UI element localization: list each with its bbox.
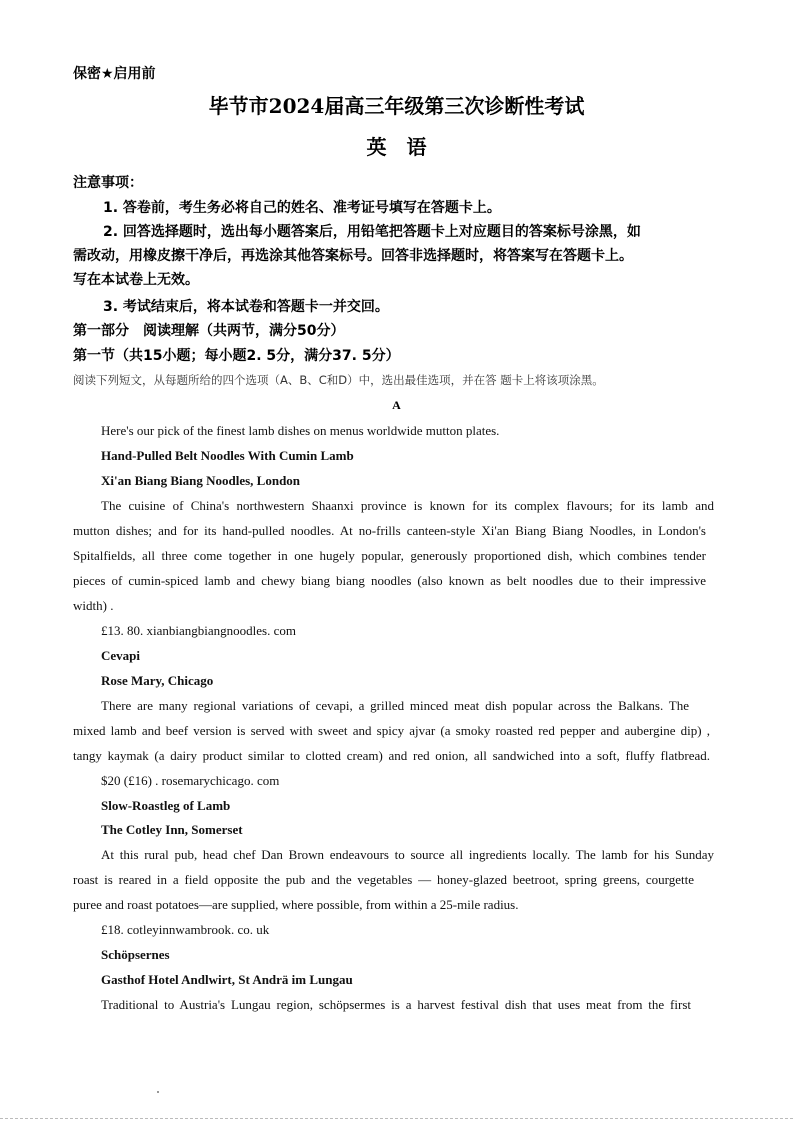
notes-item-2-line-1: 2. 回答选择题时，选出每小题答案后，用铅笔把答题卡上对应题目的答案标号涂黑，如 (103, 224, 641, 240)
part-1-heading: 第一部分 阅读理解（共两节，满分50分） (73, 323, 345, 339)
footer-dot (157, 1091, 159, 1093)
subject-title: 英 语 (366, 135, 427, 159)
dish-1-place: Xi'an Biang Biang Noodles, London (101, 473, 301, 488)
notes-item-3: 3. 考试结束后，将本试卷和答题卡一并交回。 (103, 299, 389, 315)
dish-1-name: Hand-Pulled Belt Noodles With Cumin Lamb (101, 448, 354, 463)
section-1-heading: 第一节（共15小题；每小题2. 5分，满分37. 5分） (73, 348, 400, 364)
dish-1-text-line-5: width) . (73, 598, 114, 613)
dish-3-text-line-1: At this rural pub, head chef Dan Brown endeavours to source all ingredients locally. The lamb for his Sunday (101, 847, 714, 862)
passage-intro: Here's our pick of the finest lamb dishes on menus worldwide mutton plates. (101, 423, 500, 438)
notes-item-1: 1. 答卷前，考生务必将自己的姓名、准考证号填写在答题卡上。 (103, 200, 501, 216)
dish-2-place: Rose Mary, Chicago (101, 673, 214, 688)
dish-1-text-line-4: pieces of cumin-spiced lamb and chewy biang biang noodles (also known as belt noodles due to their impressive (73, 573, 706, 588)
reading-instructions: 阅读下列短文，从每题所给的四个选项（A、B、C和D）中，选出最佳选项，并在答 题卡上将该项涂黑。 (73, 373, 604, 387)
dish-3-place: The Cotley Inn, Somerset (101, 822, 243, 837)
notes-item-2-line-3: 写在本试卷上无效。 (73, 272, 199, 288)
dish-2-text-line-2: mixed lamb and beef version is served with sweet and spicy ajvar (a smoky roasted red pepper and aubergine dip) , (73, 723, 710, 738)
dish-4-text-line-1: Traditional to Austria's Lungau region, schöpsermes is a harvest festival dish that uses meat from the first (101, 997, 691, 1012)
dish-2-name: Cevapi (101, 648, 140, 663)
exam-title: 毕节市2024届高三年级第三次诊断性考试 (208, 94, 585, 118)
dish-3-text-line-2: roast is reared in a field opposite the pub and the vegetables — honey-glazed beetroot, spring greens, courgette (73, 872, 694, 887)
dish-1-text-line-1: The cuisine of China's northwestern Shaanxi province is known for its complex flavours; for its lamb and (101, 498, 714, 513)
confidential-label: 保密★启用前 (73, 66, 156, 82)
passage-label: A (392, 398, 401, 412)
dish-2-price: $20 (£16) . rosemarychicago. com (101, 773, 280, 788)
dish-2-text-line-1: There are many regional variations of cevapi, a grilled minced meat dish popular across the Balkans. The (101, 698, 689, 713)
page-bottom-rule (0, 1118, 793, 1119)
notes-item-2-line-2: 需改动，用橡皮擦干净后，再选涂其他答案标号。回答非选择题时，将答案写在答题卡上。 (73, 248, 633, 264)
dish-1-text-line-2: mutton dishes; and for its hand-pulled noodles. At no-frills canteen-style Xi'an Biang Biang Noodles, in London's (73, 523, 706, 538)
dish-3-text-line-3: puree and roast potatoes—are supplied, where possible, from within a 25-mile radius. (73, 897, 519, 912)
dish-4-place: Gasthof Hotel Andlwirt, St Andrä im Lungau (101, 972, 353, 987)
notes-heading: 注意事项： (73, 175, 143, 191)
dish-2-text-line-3: tangy kaymak (a dairy product similar to clotted cream) and red onion, all sandwiched into a soft, fluffy flatbread. (73, 748, 710, 763)
dish-1-text-line-3: Spitalfields, all three come together in one hugely popular, generously proportioned dish, which combines tender (73, 548, 706, 563)
dish-3-name: Slow-Roastleg of Lamb (101, 798, 231, 813)
dish-3-price: £18. cotleyinnwambrook. co. uk (101, 922, 270, 937)
dish-4-name: Schöpsernes (101, 947, 170, 962)
dish-1-price: £13. 80. xianbiangbiangnoodles. com (101, 623, 296, 638)
